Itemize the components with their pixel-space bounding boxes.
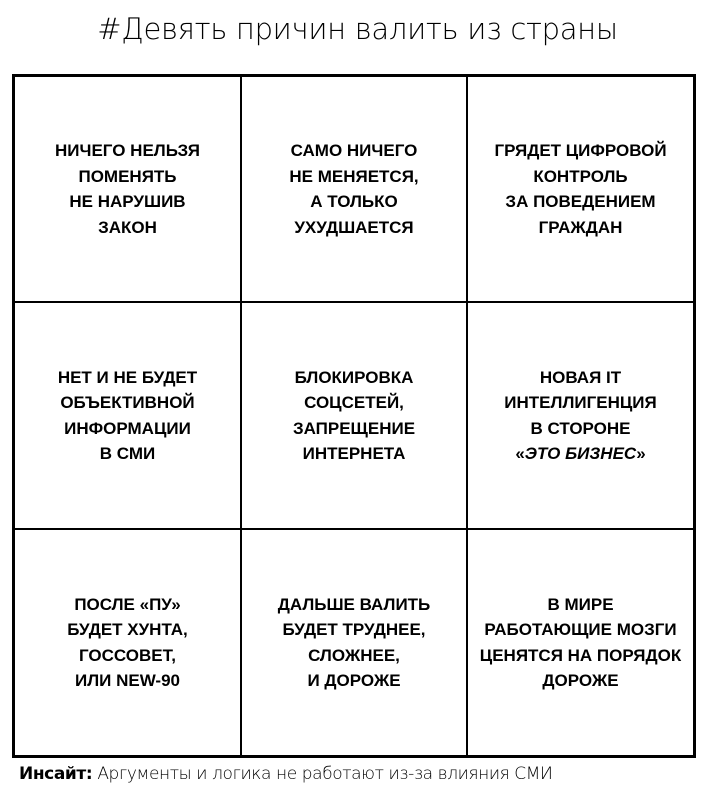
cell-line: СЛОЖНЕЕ, xyxy=(308,645,400,665)
cell-line: БУДЕТ ХУНТА, xyxy=(67,620,188,639)
cell-line: В СМИ xyxy=(99,444,156,463)
reason-cell-1 xyxy=(15,77,242,303)
insight-label: Инсайт: xyxy=(19,764,93,784)
cell-line: КОНТРОЛЬ xyxy=(533,166,628,186)
cell-line: ИЛИ NEW-90 xyxy=(75,671,180,690)
reason-cell-4 xyxy=(15,303,242,530)
cell-line: СОЦСЕТЕЙ, xyxy=(304,393,404,412)
reason-cell-6 xyxy=(468,303,693,530)
cell-line: ДАЛЬШЕ ВАЛИТЬ xyxy=(277,594,431,614)
cell-line: ГРЯДЕТ ЦИФРОВОЙ xyxy=(494,141,667,160)
insight-text: Аргументы и логика не работают из-за влияния СМИ xyxy=(97,764,553,784)
insight-caption xyxy=(19,764,552,784)
cell-line: ЦЕНЯТСЯ НА ПОРЯДОК xyxy=(479,645,682,665)
cell-line: НЕТ И НЕ БУДЕТ xyxy=(57,367,198,387)
cell-line: УХУДШАЕТСЯ xyxy=(294,217,414,237)
cell-line: РАБОТАЮЩИЕ МОЗГИ xyxy=(484,620,677,639)
quote-open: « xyxy=(515,444,525,463)
cell-line: ЗА ПОВЕДЕНИЕМ xyxy=(505,192,656,211)
cell-line: ИНТЕРНЕТА xyxy=(302,444,406,463)
reason-cell-8 xyxy=(242,530,468,755)
reason-cell-7 xyxy=(15,530,242,755)
cell-line: В СТОРОНЕ xyxy=(530,418,631,438)
cell-line: БЛОКИРОВКА xyxy=(294,367,414,387)
cell-line: НЕ НАРУШИВ xyxy=(69,192,186,211)
cell-line: В МИРЕ xyxy=(547,594,614,614)
cell-line: А ТОЛЬКО xyxy=(310,192,398,211)
cell-line: ЗАКОН xyxy=(98,217,157,237)
cell-line: ПОМЕНЯТЬ xyxy=(78,166,177,186)
cell-line: НЕ МЕНЯЕТСЯ, xyxy=(289,166,419,186)
reason-cell-3 xyxy=(468,77,693,303)
reasons-grid xyxy=(12,74,696,758)
reason-cell-2 xyxy=(242,77,468,303)
cell-line: САМО НИЧЕГО xyxy=(290,141,418,160)
reason-cell-5 xyxy=(242,303,468,530)
cell-line: ПОСЛЕ «ПУ» xyxy=(74,594,181,614)
cell-line-quote xyxy=(515,441,645,467)
reason-cell-9 xyxy=(468,530,693,755)
quote-close: » xyxy=(636,444,646,463)
cell-line: И ДОРОЖЕ xyxy=(307,671,401,690)
cell-line: ЗАПРЕЩЕНИЕ xyxy=(292,418,416,438)
cell-line: ОБЪЕКТИВНОЙ xyxy=(60,393,195,412)
cell-line: НОВАЯ IT xyxy=(539,367,622,387)
page-title: #Девять причин валить из страны xyxy=(97,12,618,46)
cell-line: БУДЕТ ТРУДНЕЕ, xyxy=(282,620,426,639)
cell-line: ДОРОЖЕ xyxy=(542,671,619,690)
cell-line: ИНТЕЛЛИГЕНЦИЯ xyxy=(504,393,657,412)
cell-line: ИНФОРМАЦИИ xyxy=(64,418,191,438)
cell-line: ГОССОВЕТ, xyxy=(78,645,176,665)
cell-line: ГРАЖДАН xyxy=(538,217,623,237)
quote-text: ЭТО БИЗНЕС xyxy=(524,444,637,463)
cell-line: НИЧЕГО НЕЛЬЗЯ xyxy=(55,141,200,160)
